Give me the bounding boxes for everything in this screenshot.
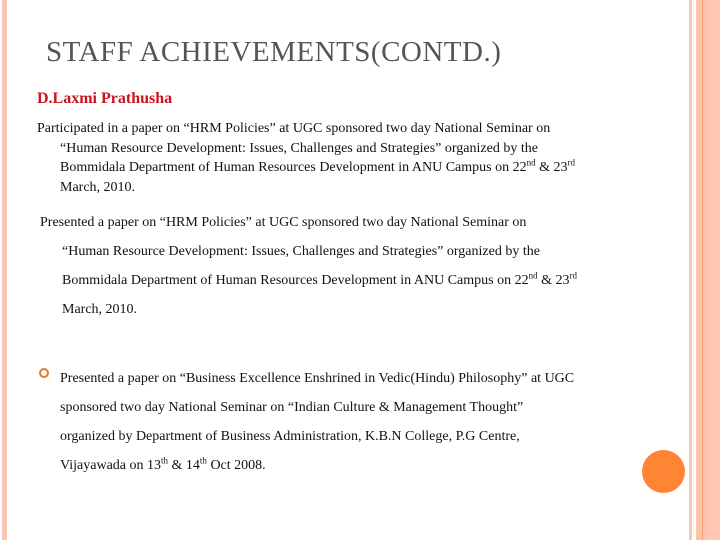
achievement-3 xyxy=(60,364,680,480)
text-line: “Human Resource Development: Issues, Challenges and Strategies” organized by the xyxy=(62,244,540,259)
text-line: March, 2010. xyxy=(62,302,138,317)
achievement-2 xyxy=(40,208,680,324)
text-line: organized by Department of Business Administration, K.B.N College, P.G Centre, xyxy=(60,429,520,444)
text-line: Bommidala Department of Human Resources Development in ANU Campus on 22nd & 23rd xyxy=(62,270,577,288)
text-line: Presented a paper on “Business Excellence Enshrined in Vedic(Hindu) Philosophy” at UGC xyxy=(60,371,575,386)
text-line: “Human Resource Development: Issues, Challenges and Strategies” organized by the xyxy=(60,140,538,156)
slide-left-border xyxy=(2,0,7,540)
bullet-ring-icon xyxy=(39,368,49,378)
text-line: Vijayawada on 13th & 14th Oct 2008. xyxy=(60,455,266,473)
slide-title: STAFF ACHIEVEMENTS(CONTD.) xyxy=(46,36,502,68)
slide-right-stripe xyxy=(708,0,720,540)
staff-name: D.Laxmi Prathusha xyxy=(37,90,173,107)
text-line: Participated in a paper on “HRM Policies” at UGC sponsored two day National Seminar on xyxy=(37,121,551,136)
text-line: March, 2010. xyxy=(60,179,136,195)
decorative-orange-circle xyxy=(642,450,685,493)
text-line: Presented a paper on “HRM Policies” at UGC sponsored two day National Seminar on xyxy=(40,215,527,230)
text-line: sponsored two day National Seminar on “Indian Culture & Management Thought” xyxy=(60,400,524,415)
text-line: Bommidala Department of Human Resources Development in ANU Campus on 22nd & 23rd xyxy=(60,157,575,175)
achievement-1 xyxy=(37,119,677,197)
